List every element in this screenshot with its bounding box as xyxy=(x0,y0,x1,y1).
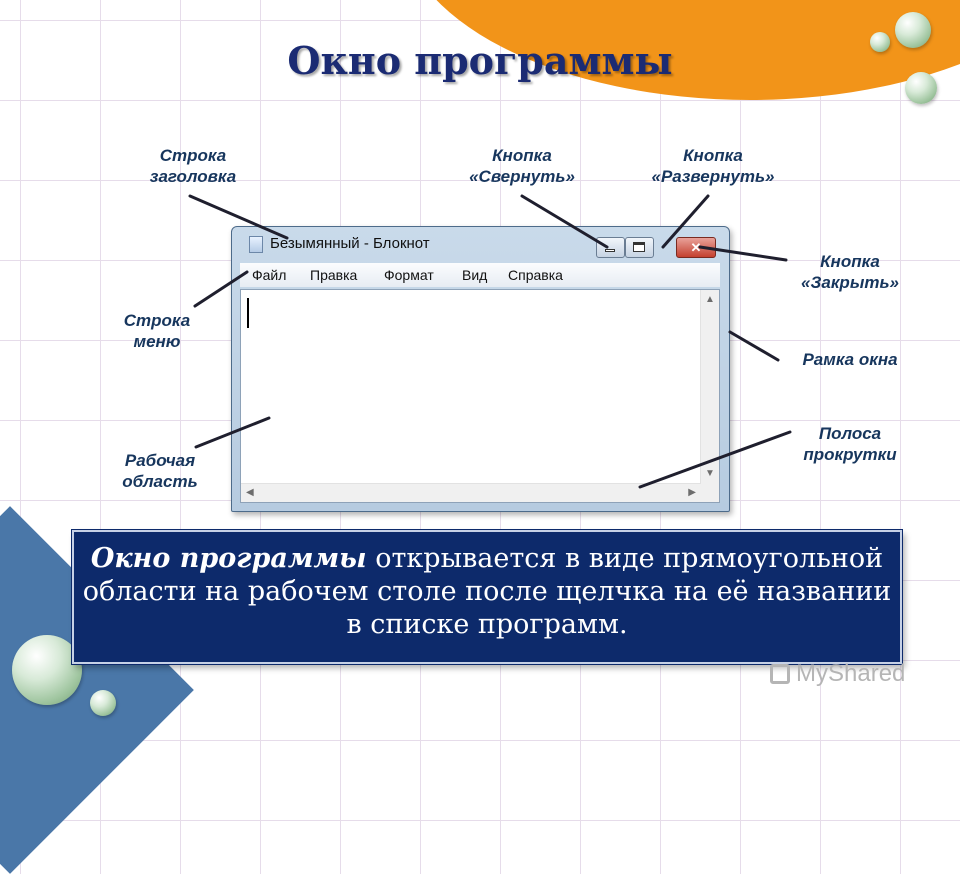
label-window-frame: Рамка окна xyxy=(802,350,898,369)
scroll-left-icon[interactable]: ◀ xyxy=(246,487,254,498)
menu-file[interactable]: Файл xyxy=(252,267,287,283)
watermark-text: MyShared xyxy=(796,660,906,687)
leader-maximize xyxy=(663,196,708,247)
caption-text: открывается в виде прямоугольной области на рабочем столе после щелчка на её названии в списке программ. xyxy=(82,543,892,640)
scroll-down-icon[interactable]: ▼ xyxy=(705,468,715,479)
scroll-up-icon[interactable]: ▲ xyxy=(705,294,715,305)
menu-view[interactable]: Вид xyxy=(462,267,488,283)
label-close-button: Кнопка «Закрыть» xyxy=(800,252,899,292)
label-menu-bar: Строка меню xyxy=(123,311,191,351)
label-maximize-button: Кнопка «Развернуть» xyxy=(651,146,775,186)
leader-close xyxy=(700,247,786,260)
label-scrollbar: Полоса прокрутки xyxy=(803,424,897,464)
label-title-bar: Строка заголовка xyxy=(149,146,237,186)
leader-title-bar xyxy=(190,196,287,238)
slide-title: Окно программы xyxy=(287,38,673,83)
leader-minimize xyxy=(522,196,607,247)
caption-box xyxy=(72,530,902,664)
scroll-right-icon[interactable]: ▶ xyxy=(688,487,696,498)
leader-work-area xyxy=(196,418,269,447)
close-icon: ✕ xyxy=(690,240,702,255)
label-minimize-button: Кнопка «Свернуть» xyxy=(469,146,575,186)
menu-edit[interactable]: Правка xyxy=(310,267,358,283)
window-title: Безымянный - Блокнот xyxy=(270,235,430,252)
caption-emphasis: Окно программы xyxy=(90,543,367,574)
leader-frame xyxy=(730,332,778,360)
menu-help[interactable]: Справка xyxy=(508,267,563,283)
leader-scrollbar xyxy=(640,432,790,487)
leader-menu-bar xyxy=(195,272,247,306)
label-work-area: Рабочая область xyxy=(122,451,198,491)
watermark-logo-icon xyxy=(770,664,790,684)
menu-format[interactable]: Формат xyxy=(384,267,434,283)
watermark xyxy=(770,660,905,688)
